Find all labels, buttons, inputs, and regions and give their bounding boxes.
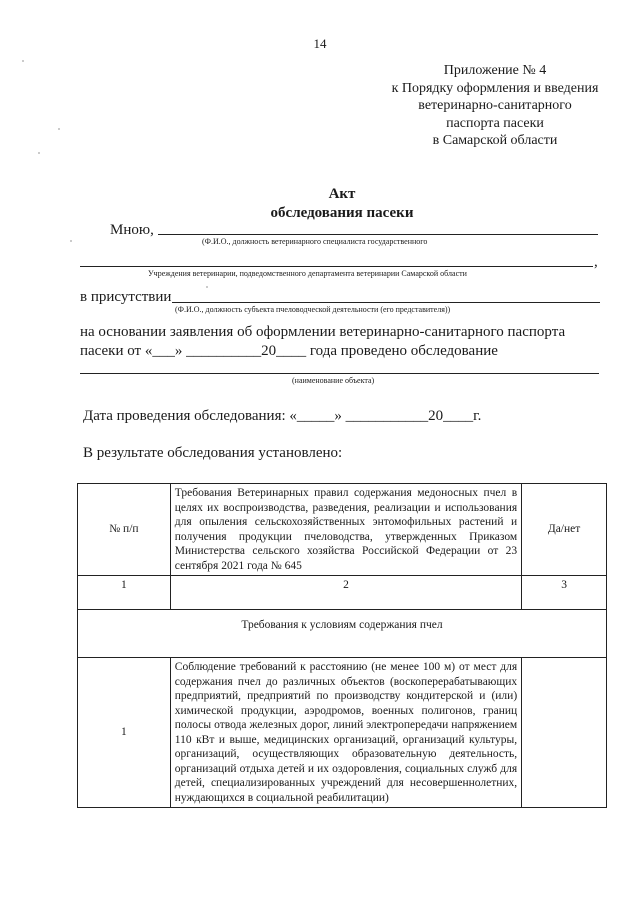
- scan-speck: [22, 60, 24, 62]
- index-cell: 1: [78, 576, 171, 610]
- row-answer: [522, 658, 607, 808]
- section-row: [78, 610, 607, 658]
- scan-speck: [206, 286, 208, 288]
- title-line: обследования пасеки: [270, 205, 414, 221]
- object-caption: (наименование объекта): [292, 376, 375, 385]
- index-cell: 3: [522, 576, 607, 610]
- by-me-label: Мною,: [110, 222, 154, 238]
- comma: ,: [594, 254, 598, 270]
- institution-line: [80, 266, 593, 267]
- header-requirements: Требования Ветеринарных правил содержания медоносных пчел в целях их воспроизводства, разведения, реализации и использования для опыления сельскохозяйственных энтомофильных растений и получения продукции пчеловодства, утвержденных Приказом Министерства сельского хозяйства Российской Федерации от 23 сентября 2021 года № 645: [170, 484, 521, 576]
- appendix-line: паспорта пасеки: [446, 115, 544, 131]
- basis-line-2: пасеки от «___» __________20____ года проведено обследование: [80, 343, 498, 359]
- section-title: Требования к условиям содержания пчел: [78, 610, 607, 658]
- object-line: [80, 373, 599, 374]
- presence-caption: (Ф.И.О., должность субъекта пчеловодческой деятельности (его представителя)): [175, 305, 451, 314]
- scan-speck: [58, 128, 60, 130]
- scan-speck: [70, 240, 72, 242]
- inspection-date: Дата проведения обследования: «_____» ___________20____г.: [83, 408, 482, 424]
- institution-caption: Учреждения ветеринарии, подведомственного департамента ветеринарии Самарской области: [148, 269, 467, 278]
- presence-label: в присутствии: [80, 289, 172, 305]
- basis-line-1: на основании заявления об оформлении ветеринарно-санитарного паспорта: [80, 324, 566, 340]
- title-line: Акт: [328, 186, 356, 202]
- requirements-table: [77, 483, 607, 808]
- result-heading: В результате обследования установлено:: [83, 445, 343, 461]
- appendix-line: ветеринарно-санитарного: [418, 98, 572, 113]
- appendix-line: в Самарской области: [432, 133, 558, 148]
- table-row: [78, 658, 607, 808]
- table-header-row: [78, 484, 607, 576]
- scan-speck: [38, 152, 40, 154]
- by-me-line: [158, 234, 598, 235]
- document-title: [0, 185, 640, 223]
- table-index-row: [78, 576, 607, 610]
- page-number: 14: [313, 36, 327, 51]
- header-answer: Да/нет: [522, 484, 607, 576]
- appendix-header: [360, 62, 630, 150]
- appendix-line: Приложение № 4: [443, 63, 547, 78]
- index-cell: 2: [170, 576, 521, 610]
- presence-line: [172, 302, 600, 303]
- row-requirement: Соблюдение требований к расстоянию (не менее 100 м) от мест для содержания пчел до различных объектов (воскоперерабатывающих предприятий, предприятий по производству кондитерской и (или) химической продукции, аэродромов, военных полигонов, границ полосы отвода железных дорог, линий электропередачи напряжением 110 кВт и выше, медицинских организаций, организаций культуры, организаций, осуществляющих образовательную деятельность, организаций отдыха детей и их оздоровления, социальных служб для детей, специализированных учреждений для несовершеннолетних, нуждающихся в социальной реабилитации): [170, 658, 521, 808]
- by-me-caption: (Ф.И.О., должность ветеринарного специалиста государственного: [202, 237, 428, 246]
- row-num: 1: [78, 658, 171, 808]
- appendix-line: к Порядку оформления и введения: [391, 80, 599, 96]
- header-num: № п/п: [78, 484, 171, 576]
